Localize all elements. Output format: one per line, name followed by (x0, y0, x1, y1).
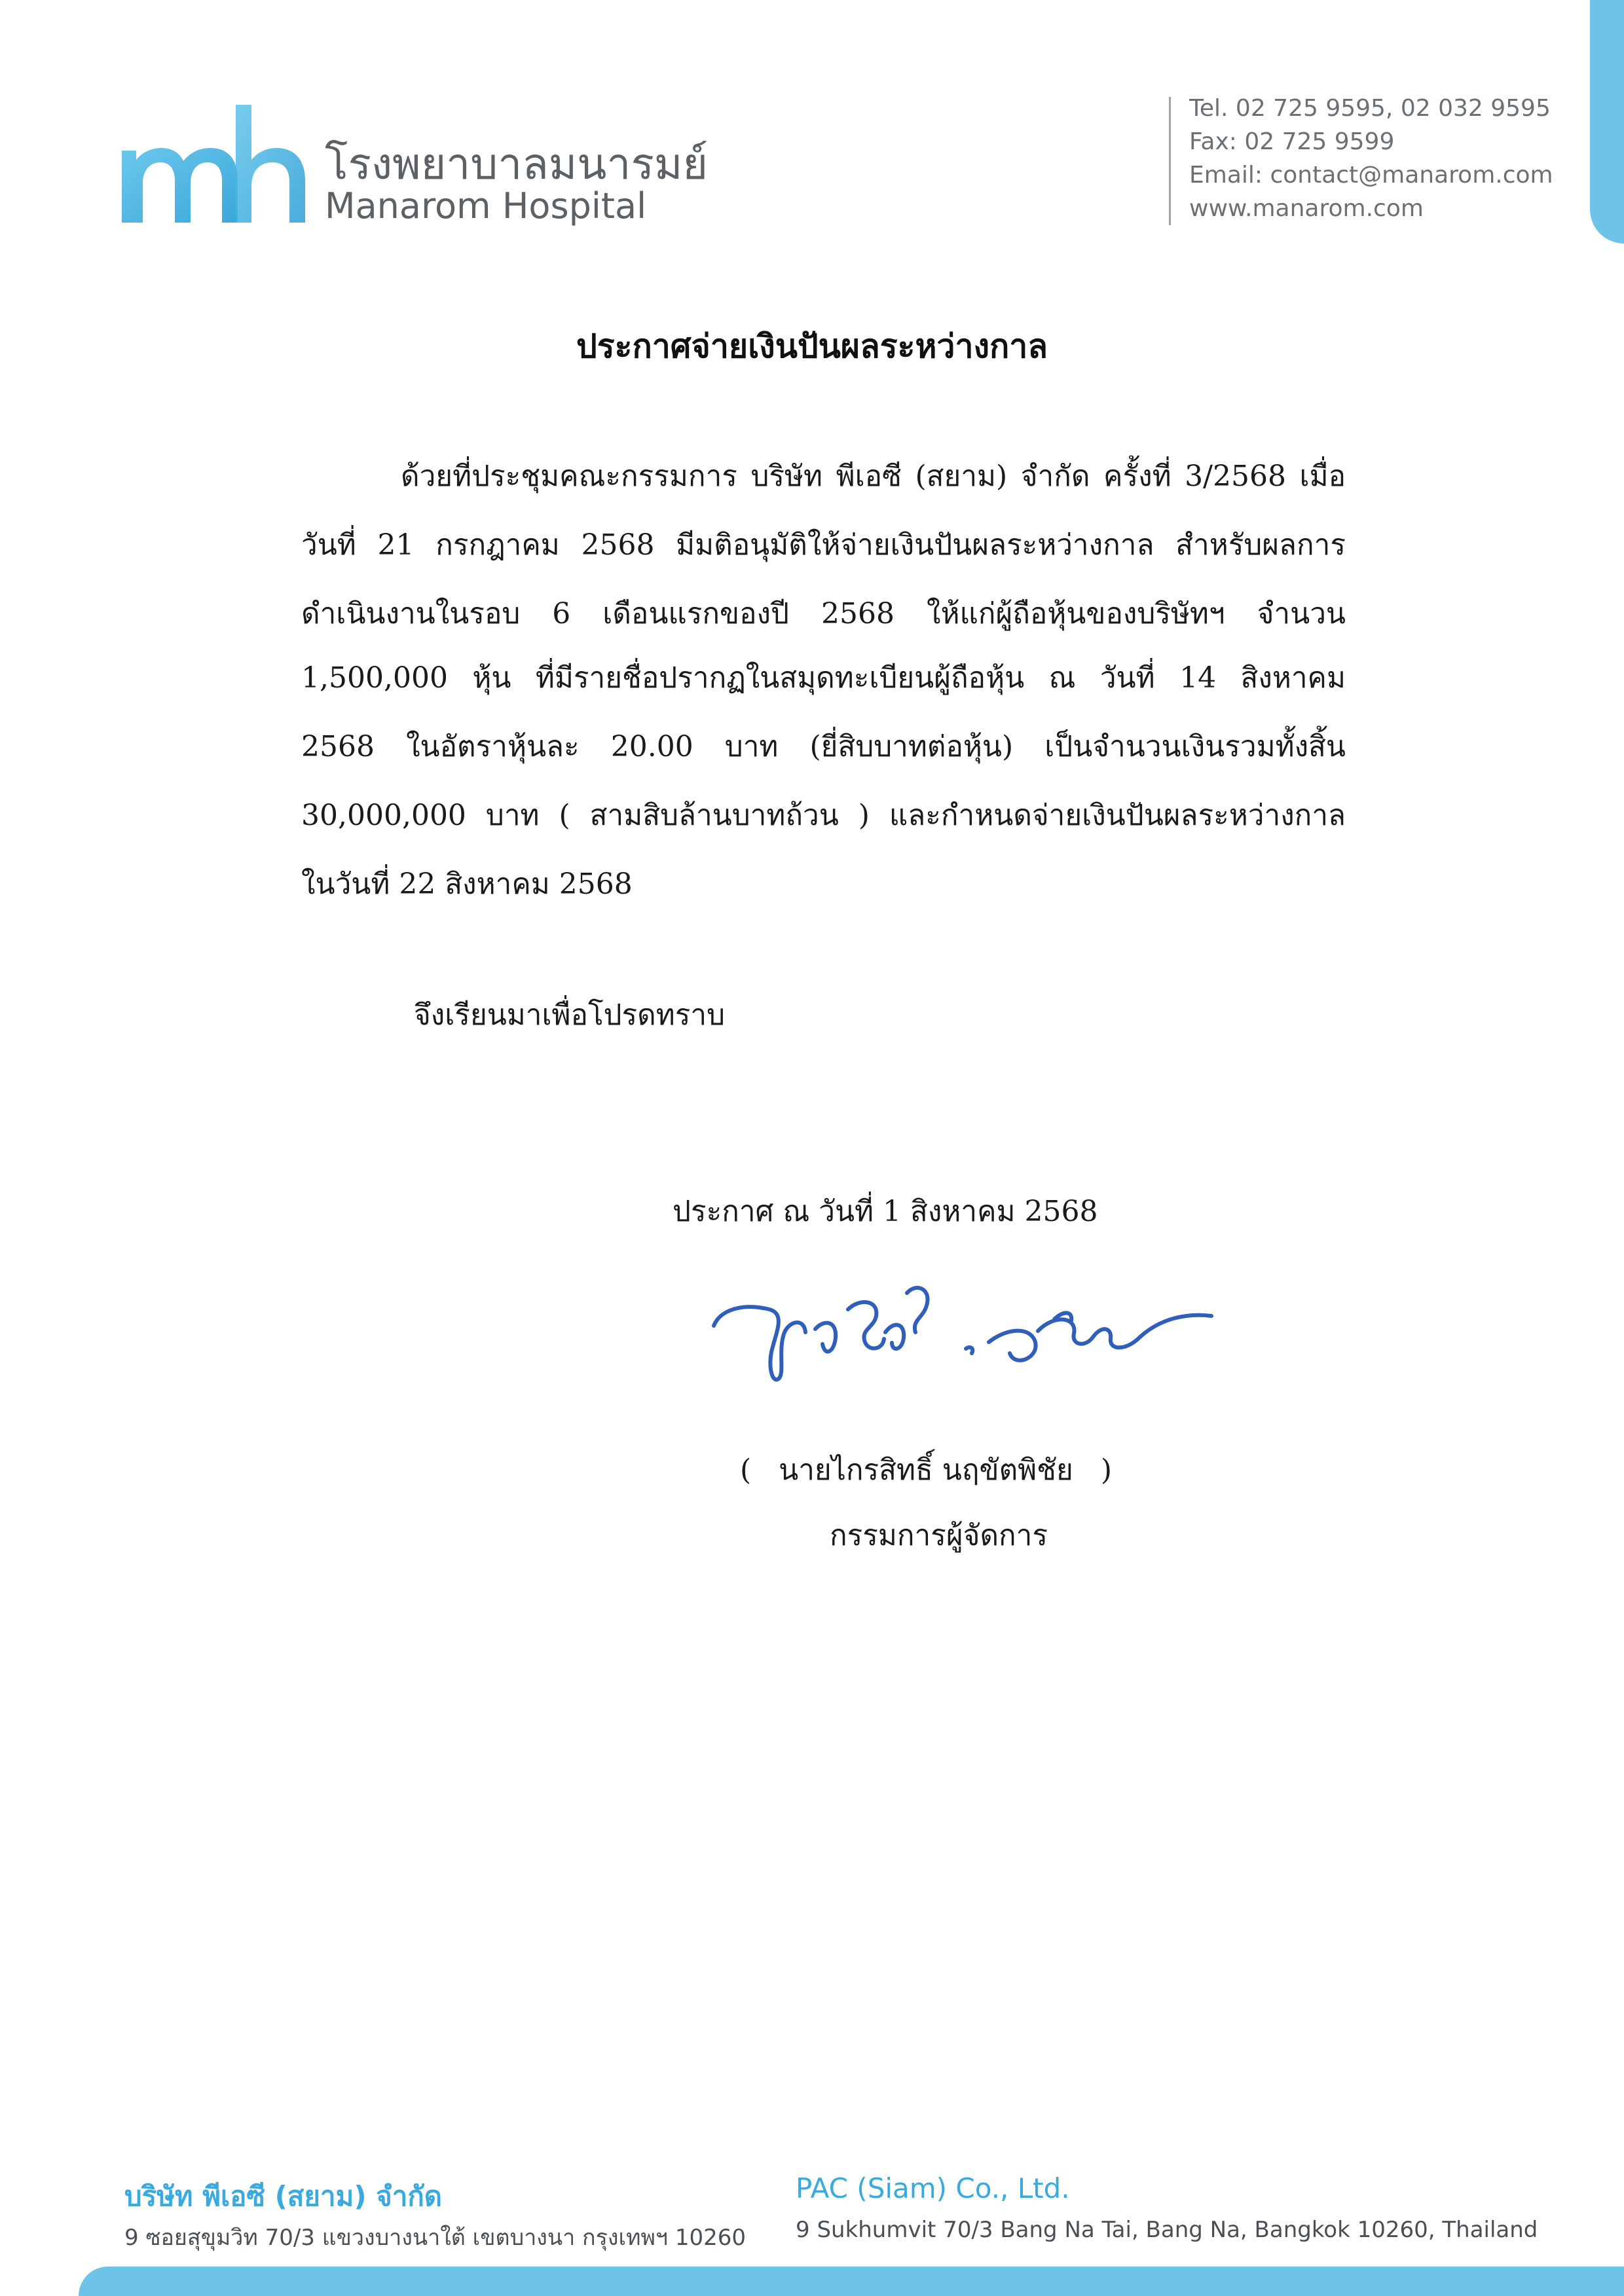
signer-name: นายไกรสิทธิ์ นฤขัตพิชัย (779, 1453, 1073, 1487)
body-line: 1,500,000 หุ้น ที่มีรายชื่อปรากฏในสมุดทะเบียนผู้ถือหุ้น ณ วันที่ 14 สิงหาคม (301, 661, 1346, 695)
contact-tel: Tel. 02 725 9595, 02 032 9595 (1189, 95, 1551, 122)
footer-address-thai: 9 ซอยสุขุมวิท 70/3 แขวงบางนาใต้ เขตบางนา กรุงเทพฯ 10260 (124, 2225, 746, 2251)
contact-website: www.manarom.com (1189, 195, 1424, 222)
body-line: ดำเนินงานในรอบ 6 เดือนแรกของปี 2568 ให้แก่ผู้ถือหุ้นของบริษัทฯ จำนวน (301, 597, 1346, 630)
contact-email: Email: contact@manarom.com (1189, 162, 1553, 189)
logo-name-english: Manarom Hospital (325, 185, 647, 227)
contact-fax: Fax: 02 725 9599 (1189, 128, 1395, 155)
closing-line: จึงเรียนมาเพื่อโปรดทราบ (414, 998, 726, 1032)
footer-address-english: 9 Sukhumvit 70/3 Bang Na Tai, Bang Na, Bangkok 10260, Thailand (796, 2217, 1538, 2243)
manarom-logo-mark (118, 98, 314, 229)
signer-close-paren: ) (1100, 1453, 1112, 1487)
signer-name-line (740, 1447, 1112, 1493)
body-line: วันที่ 21 กรกฎาคม 2568 มีมติอนุมัติให้จ่ายเงินปันผลระหว่างกาล สำหรับผลการ (301, 528, 1346, 562)
logo-name-thai: โรงพยาบาลมนารมย์ (325, 139, 709, 189)
announcement-date: ประกาศ ณ วันที่ 1 สิงหาคม 2568 (673, 1195, 1098, 1228)
bottom-accent-band (79, 2267, 1624, 2296)
body-line: 30,000,000 บาท ( สามสิบล้านบาทถ้วน ) และกำหนดจ่ายเงินปันผลระหว่างกาล (301, 799, 1346, 832)
footer-company-thai: บริษัท พีเอซี (สยาม) จำกัด (124, 2180, 443, 2212)
body-line: 2568 ในอัตราหุ้นละ 20.00 บาท (ยี่สิบบาทต่อหุ้น) เป็นจำนวนเงินรวมทั้งสิ้น (301, 730, 1346, 763)
handwritten-signature (707, 1280, 1218, 1394)
right-accent-tab (1590, 0, 1624, 244)
document-title: ประกาศจ่ายเงินปันผลระหว่างกาล (576, 327, 1048, 365)
body-line: ด้วยที่ประชุมคณะกรรมการ บริษัท พีเอซี (สยาม) จำกัด ครั้งที่ 3/2568 เมื่อ (401, 460, 1346, 493)
signer-open-paren: ( (740, 1453, 752, 1487)
signer-title: กรรมการผู้จัดการ (830, 1519, 1048, 1552)
footer-company-english: PAC (Siam) Co., Ltd. (796, 2172, 1070, 2204)
body-line: ในวันที่ 22 สิงหาคม 2568 (301, 867, 633, 901)
contact-divider (1169, 97, 1171, 225)
